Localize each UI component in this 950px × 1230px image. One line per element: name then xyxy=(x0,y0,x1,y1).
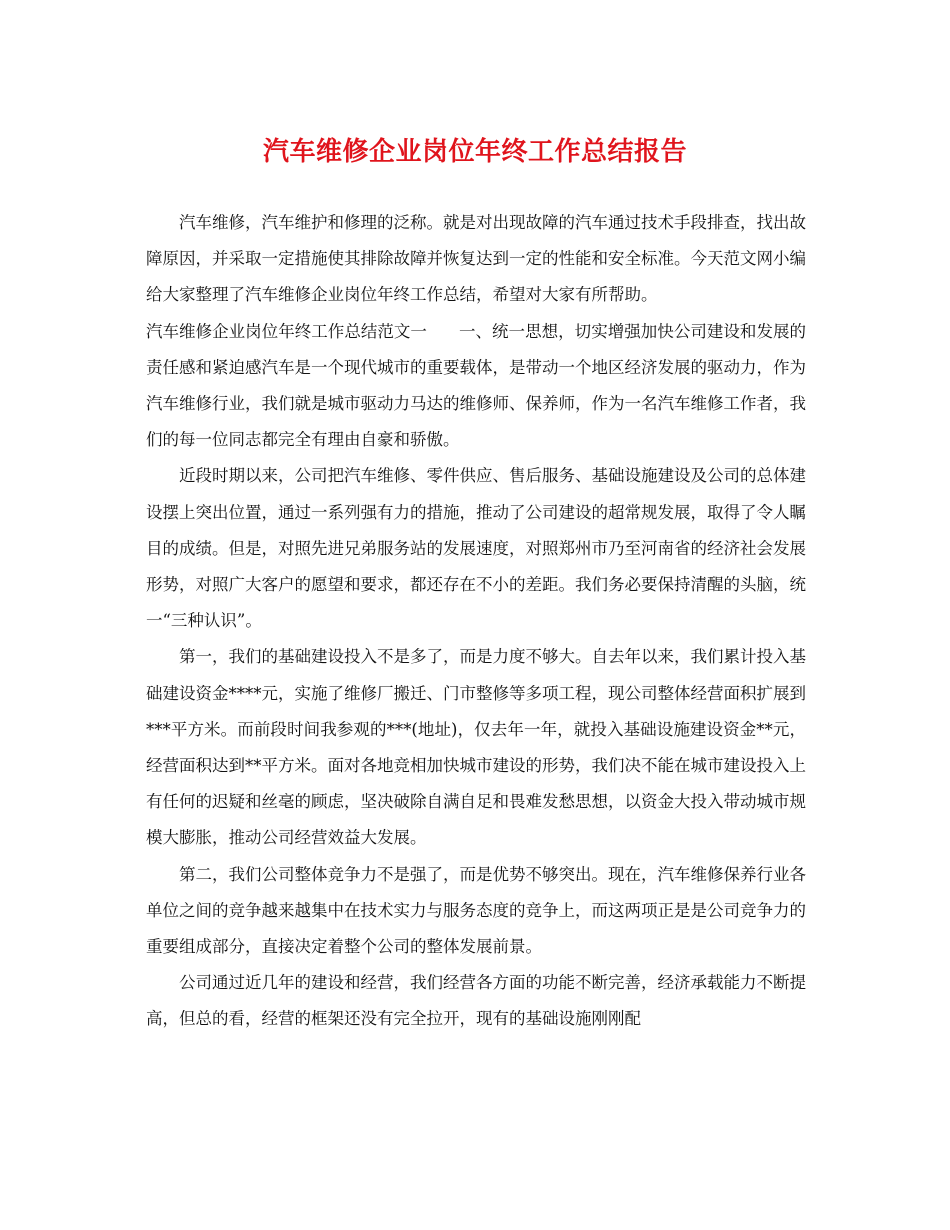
paragraph-recent-period: 近段时期以来，公司把汽车维修、零件供应、售后服务、基础设施建设及公司的总体建设摆上突出位置，通过一系列强有力的措施，推动了公司建设的超常规发展，取得了令人瞩目的成绩。但是，对照先进兄弟服务站的发展速度，对照郑州市乃至河南省的经济社会发展形势，对照广大客户的愿望和要求，都还存在不小的差距。我们务必要保持清醒的头脑，统一“三种认识”。 xyxy=(146,466,806,631)
paragraph-second-point: 第二，我们公司整体竞争力不是强了，而是优势不够突出。现在，汽车维修保养行业各单位之间的竞争越来越集中在技术实力与服务态度的竞争上，而这两项正是是公司竞争力的重要组成部分，直接决定着整个公司的整体发展前景。 xyxy=(146,864,806,957)
document-body xyxy=(146,205,806,1038)
paragraph-intro: 汽车维修，汽车维护和修理的泛称。就是对出现故障的汽车通过技术手段排查，找出故障原因，并采取一定措施使其排除故障并恢复达到一定的性能和安全标准。今天范文网小编给大家整理了汽车维修企业岗位年终工作总结，希望对大家有所帮助。 xyxy=(146,213,806,305)
paragraph-section-one xyxy=(146,314,806,459)
document-title: 汽车维修企业岗位年终工作总结报告 xyxy=(262,137,687,167)
paragraph-first-point: 第一，我们的基础建设投入不是多了，而是力度不够大。自去年以来，我们累计投入基础建设资金****元，实施了维修厂搬迁、门市整修等多项工程，现公司整体经营面积扩展到***平方米。而前段时间我参观的***(地址)，仅去年一年，就投入基础设施建设资金**元，经营面积达到**平方米。面对各地竞相加快城市建设的形势，我们决不能在城市建设投入上有任何的迟疑和丝毫的顾虑，坚决破除自满自足和畏难发愁思想，以资金大投入带动城市规模大膨胀，推动公司经营效益大发展。 xyxy=(146,647,806,848)
section-text: 一、统一思想，切实增强加快公司建设和发展的责任感和紧迫感汽车是一个现代城市的重要载体，是带动一个地区经济发展的驱动力，作为汽车维修行业，我们就是城市驱动力马达的维修师、保养师，作为一名汽车维修工作者，我们的每一位同志都完全有理由自豪和骄傲。 xyxy=(146,321,807,450)
paragraph-company-development: 公司通过近几年的建设和经营，我们经营各方面的功能不断完善，经济承载能力不断提高，但总的看，经营的框架还没有完全拉开，现有的基础设施刚刚配 xyxy=(146,973,806,1029)
section-heading: 汽车维修企业岗位年终工作总结范文一 xyxy=(146,321,427,341)
